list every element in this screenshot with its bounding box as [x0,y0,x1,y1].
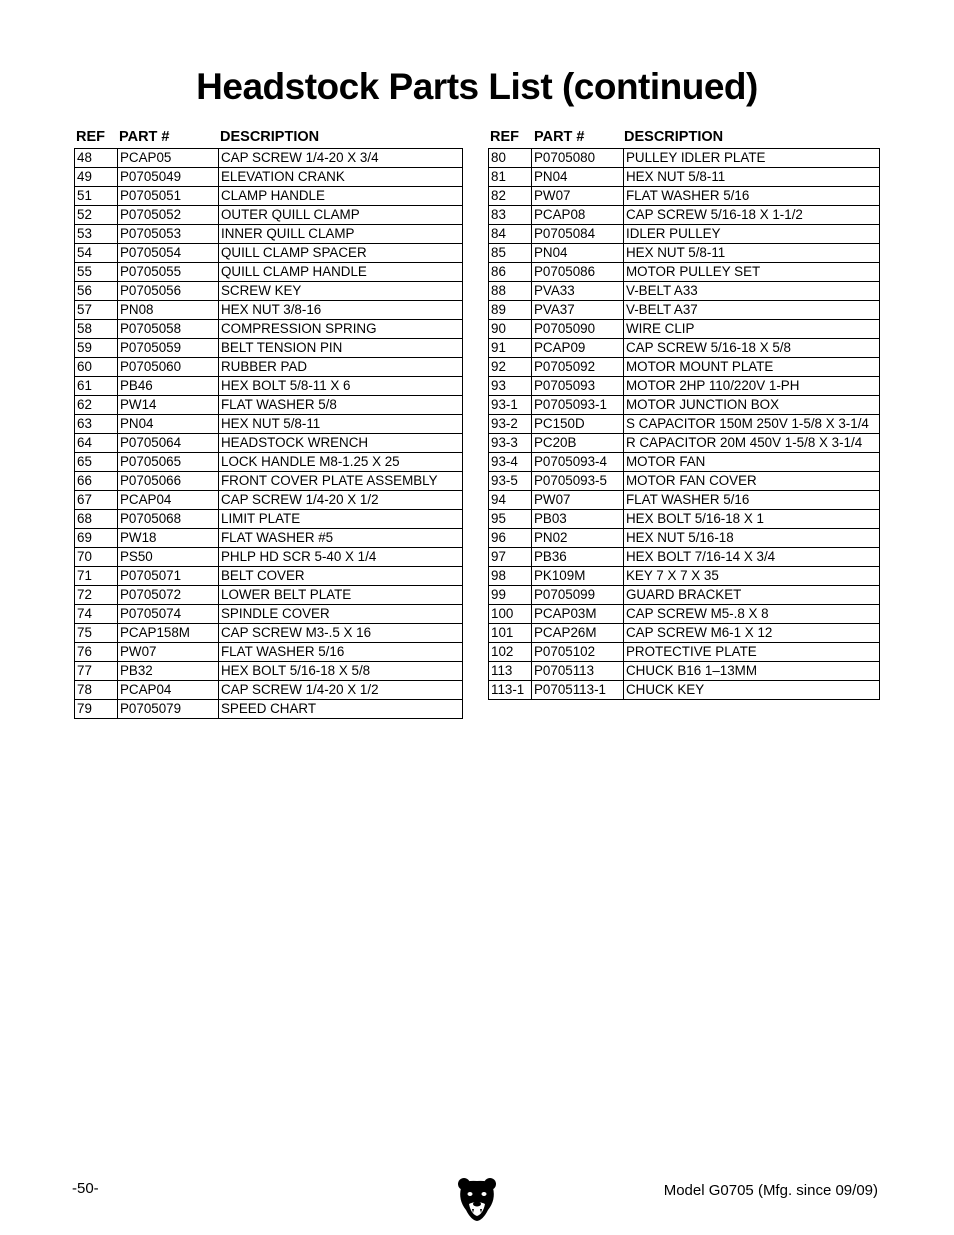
ref-cell: 81 [489,168,532,187]
ref-cell: 71 [75,567,118,586]
ref-cell: 61 [75,377,118,396]
table-row [75,206,463,225]
description-cell: S CAPACITOR 150M 250V 1-5/8 X 3-1/4 [624,415,880,434]
description-cell: MOTOR PULLEY SET [624,263,880,282]
ref-cell: 52 [75,206,118,225]
ref-cell: 93 [489,377,532,396]
page-title: Headstock Parts List (continued) [196,66,758,107]
part-number-cell: P0705049 [118,168,219,187]
description-cell: CAP SCREW 1/4-20 X 1/2 [219,491,463,510]
table-row [75,529,463,548]
table-row [75,662,463,681]
part-number-cell: P0705065 [118,453,219,472]
ref-cell: 63 [75,415,118,434]
description-cell: WIRE CLIP [624,320,880,339]
part-number-cell: P0705055 [118,263,219,282]
description-cell: MOTOR JUNCTION BOX [624,396,880,415]
description-cell: FLAT WASHER 5/8 [219,396,463,415]
ref-cell: 56 [75,282,118,301]
parts-table [488,148,880,700]
description-cell: V-BELT A33 [624,282,880,301]
parts-table [74,148,463,719]
part-number-cell: P0705080 [532,149,624,168]
table-row [489,624,880,643]
part-number-cell: P0705060 [118,358,219,377]
part-number-cell: P0705090 [532,320,624,339]
ref-cell: 113 [489,662,532,681]
part-number-cell: PCAP08 [532,206,624,225]
part-number-cell: PW07 [532,491,624,510]
ref-cell: 93-4 [489,453,532,472]
table-row [489,510,880,529]
part-number-cell: PS50 [118,548,219,567]
part-number-cell: P0705051 [118,187,219,206]
table-row [75,149,463,168]
part-number-cell: PN04 [118,415,219,434]
ref-cell: 93-1 [489,396,532,415]
table-row [489,396,880,415]
ref-cell: 66 [75,472,118,491]
part-number-cell: PVA37 [532,301,624,320]
ref-header: REF [76,129,105,145]
description-cell: ELEVATION CRANK [219,168,463,187]
table-row [489,282,880,301]
ref-cell: 78 [75,681,118,700]
part-number-cell: PC20B [532,434,624,453]
part-number-cell: P0705092 [532,358,624,377]
part-number-cell: PN04 [532,168,624,187]
ref-cell: 93-5 [489,472,532,491]
description-cell: HEX BOLT 7/16-14 X 3/4 [624,548,880,567]
ref-cell: 58 [75,320,118,339]
description-cell: RUBBER PAD [219,358,463,377]
table-header [488,126,880,148]
ref-cell: 85 [489,244,532,263]
part-number-cell: P0705072 [118,586,219,605]
part-number-cell: P0705064 [118,434,219,453]
table-row [489,681,880,700]
part-number-cell: P0705059 [118,339,219,358]
part-number-cell: PCAP09 [532,339,624,358]
part-number-cell: P0705084 [532,225,624,244]
description-cell: CAP SCREW M5-.8 X 8 [624,605,880,624]
description-cell: CAP SCREW 1/4-20 X 3/4 [219,149,463,168]
table-row [489,605,880,624]
ref-cell: 113-1 [489,681,532,700]
ref-cell: 49 [75,168,118,187]
part-number-cell: P0705071 [118,567,219,586]
description-cell: PHLP HD SCR 5-40 X 1/4 [219,548,463,567]
table-row [489,187,880,206]
description-cell: FRONT COVER PLATE ASSEMBLY [219,472,463,491]
table-row [489,225,880,244]
part-number-cell: P0705113 [532,662,624,681]
table-row [489,301,880,320]
table-row [489,206,880,225]
description-cell: MOTOR 2HP 110/220V 1-PH [624,377,880,396]
table-row [489,149,880,168]
part-number-cell: P0705053 [118,225,219,244]
table-row [489,529,880,548]
description-cell: FLAT WASHER #5 [219,529,463,548]
part-number-cell: PB32 [118,662,219,681]
description-cell: SCREW KEY [219,282,463,301]
part-number-cell: PCAP04 [118,681,219,700]
table-row [75,187,463,206]
description-cell: FLAT WASHER 5/16 [219,643,463,662]
description-cell: BELT COVER [219,567,463,586]
description-cell: HEX BOLT 5/16-18 X 5/8 [219,662,463,681]
part-number-cell: PCAP05 [118,149,219,168]
table-row [75,700,463,719]
part-number-cell: PW07 [118,643,219,662]
ref-cell: 84 [489,225,532,244]
description-cell: R CAPACITOR 20M 450V 1-5/8 X 3-1/4 [624,434,880,453]
description-cell: MOTOR FAN [624,453,880,472]
description-cell: IDLER PULLEY [624,225,880,244]
part-number-cell: PK109M [532,567,624,586]
page-number: -50- [72,1180,99,1197]
part-number-cell: P0705054 [118,244,219,263]
description-cell: SPINDLE COVER [219,605,463,624]
table-row [75,548,463,567]
description-cell: HEX NUT 5/8-11 [219,415,463,434]
table-row [489,453,880,472]
part-number-cell: PCAP03M [532,605,624,624]
ref-cell: 69 [75,529,118,548]
table-row [489,339,880,358]
description-cell: OUTER QUILL CLAMP [219,206,463,225]
part-number-cell: P0705093-5 [532,472,624,491]
ref-cell: 67 [75,491,118,510]
part-number-cell: PVA33 [532,282,624,301]
description-cell: QUILL CLAMP HANDLE [219,263,463,282]
ref-cell: 55 [75,263,118,282]
ref-cell: 54 [75,244,118,263]
parts-table-left [74,126,463,719]
part-number-cell: PC150D [532,415,624,434]
part-number-cell: P0705093-1 [532,396,624,415]
table-row [75,567,463,586]
ref-cell: 48 [75,149,118,168]
description-cell: HEX NUT 5/16-18 [624,529,880,548]
description-cell: HEADSTOCK WRENCH [219,434,463,453]
description-cell: HEX BOLT 5/16-18 X 1 [624,510,880,529]
description-cell: QUILL CLAMP SPACER [219,244,463,263]
description-header: DESCRIPTION [624,129,724,145]
ref-cell: 62 [75,396,118,415]
ref-cell: 88 [489,282,532,301]
part-number-cell: P0705074 [118,605,219,624]
description-cell: HEX NUT 3/8-16 [219,301,463,320]
ref-cell: 92 [489,358,532,377]
part-number-cell: PCAP26M [532,624,624,643]
ref-cell: 96 [489,529,532,548]
description-cell: GUARD BRACKET [624,586,880,605]
ref-cell: 60 [75,358,118,377]
table-row [75,168,463,187]
table-row [75,643,463,662]
ref-cell: 82 [489,187,532,206]
part-number-cell: PB46 [118,377,219,396]
description-cell: BELT TENSION PIN [219,339,463,358]
description-cell: FLAT WASHER 5/16 [624,491,880,510]
part-number-cell: P0705093 [532,377,624,396]
table-row [489,377,880,396]
table-row [75,681,463,700]
table-row [489,586,880,605]
ref-cell: 70 [75,548,118,567]
table-row [489,643,880,662]
table-row [75,263,463,282]
table-row [75,358,463,377]
description-cell: CAP SCREW M3-.5 X 16 [219,624,463,643]
ref-cell: 102 [489,643,532,662]
description-cell: INNER QUILL CLAMP [219,225,463,244]
ref-cell: 64 [75,434,118,453]
ref-cell: 72 [75,586,118,605]
ref-cell: 51 [75,187,118,206]
table-row [75,301,463,320]
description-cell: CAP SCREW M6-1 X 12 [624,624,880,643]
description-cell: CHUCK KEY [624,681,880,700]
table-row [489,358,880,377]
table-row [489,244,880,263]
part-number-cell: PW18 [118,529,219,548]
ref-cell: 80 [489,149,532,168]
ref-cell: 99 [489,586,532,605]
part-number-cell: P0705056 [118,282,219,301]
description-cell: COMPRESSION SPRING [219,320,463,339]
table-row [489,662,880,681]
ref-cell: 101 [489,624,532,643]
description-cell: MOTOR FAN COVER [624,472,880,491]
table-row [75,339,463,358]
part-number-cell: PB03 [532,510,624,529]
description-header: DESCRIPTION [220,129,320,145]
table-row [75,396,463,415]
parts-table-right [488,126,880,700]
ref-cell: 97 [489,548,532,567]
part-number-cell: PB36 [532,548,624,567]
description-cell: CAP SCREW 5/16-18 X 1-1/2 [624,206,880,225]
table-row [489,472,880,491]
description-cell: CHUCK B16 1–13MM [624,662,880,681]
table-row [489,168,880,187]
table-row [75,244,463,263]
part-number-cell: P0705086 [532,263,624,282]
description-cell: HEX BOLT 5/8-11 X 6 [219,377,463,396]
description-cell: LIMIT PLATE [219,510,463,529]
part-number-cell: PCAP158M [118,624,219,643]
table-row [75,472,463,491]
description-cell: SPEED CHART [219,700,463,719]
table-row [489,548,880,567]
table-row [75,225,463,244]
part-number-cell: PN08 [118,301,219,320]
description-cell: CLAMP HANDLE [219,187,463,206]
ref-cell: 89 [489,301,532,320]
description-cell: PULLEY IDLER PLATE [624,149,880,168]
ref-cell: 75 [75,624,118,643]
table-row [489,434,880,453]
table-row [489,320,880,339]
part-number-cell: P0705068 [118,510,219,529]
part-header: PART # [534,129,585,145]
part-number-cell: P0705099 [532,586,624,605]
table-row [75,415,463,434]
description-cell: FLAT WASHER 5/16 [624,187,880,206]
ref-header: REF [490,129,519,145]
ref-cell: 98 [489,567,532,586]
description-cell: CAP SCREW 1/4-20 X 1/2 [219,681,463,700]
part-number-cell: P0705066 [118,472,219,491]
table-row [489,567,880,586]
ref-cell: 76 [75,643,118,662]
part-header: PART # [119,129,170,145]
ref-cell: 86 [489,263,532,282]
ref-cell: 65 [75,453,118,472]
ref-cell: 59 [75,339,118,358]
part-number-cell: P0705113-1 [532,681,624,700]
table-row [75,320,463,339]
ref-cell: 93-3 [489,434,532,453]
ref-cell: 53 [75,225,118,244]
description-cell: LOWER BELT PLATE [219,586,463,605]
ref-cell: 91 [489,339,532,358]
table-row [75,624,463,643]
ref-cell: 100 [489,605,532,624]
part-number-cell: P0705058 [118,320,219,339]
part-number-cell: PN02 [532,529,624,548]
model-info: Model G0705 (Mfg. since 09/09) [663,1182,878,1199]
ref-cell: 74 [75,605,118,624]
table-row [489,491,880,510]
part-number-cell: P0705093-4 [532,453,624,472]
description-cell: V-BELT A37 [624,301,880,320]
ref-cell: 94 [489,491,532,510]
table-row [75,586,463,605]
table-row [75,605,463,624]
table-row [75,282,463,301]
table-row [75,510,463,529]
part-number-cell: P0705102 [532,643,624,662]
description-cell: HEX NUT 5/8-11 [624,168,880,187]
description-cell: KEY 7 X 7 X 35 [624,567,880,586]
ref-cell: 79 [75,700,118,719]
ref-cell: 95 [489,510,532,529]
part-number-cell: P0705079 [118,700,219,719]
description-cell: MOTOR MOUNT PLATE [624,358,880,377]
grizzly-bear-head-icon [456,1176,498,1222]
table-row [489,263,880,282]
ref-cell: 90 [489,320,532,339]
description-cell: PROTECTIVE PLATE [624,643,880,662]
table-header [74,126,463,148]
part-number-cell: PW14 [118,396,219,415]
part-number-cell: PN04 [532,244,624,263]
table-row [75,491,463,510]
ref-cell: 83 [489,206,532,225]
table-row [75,453,463,472]
ref-cell: 77 [75,662,118,681]
ref-cell: 93-2 [489,415,532,434]
description-cell: HEX NUT 5/8-11 [624,244,880,263]
description-cell: CAP SCREW 5/16-18 X 5/8 [624,339,880,358]
ref-cell: 68 [75,510,118,529]
part-number-cell: PCAP04 [118,491,219,510]
description-cell: LOCK HANDLE M8-1.25 X 25 [219,453,463,472]
table-row [75,434,463,453]
table-row [75,377,463,396]
table-row [489,415,880,434]
ref-cell: 57 [75,301,118,320]
part-number-cell: PW07 [532,187,624,206]
part-number-cell: P0705052 [118,206,219,225]
